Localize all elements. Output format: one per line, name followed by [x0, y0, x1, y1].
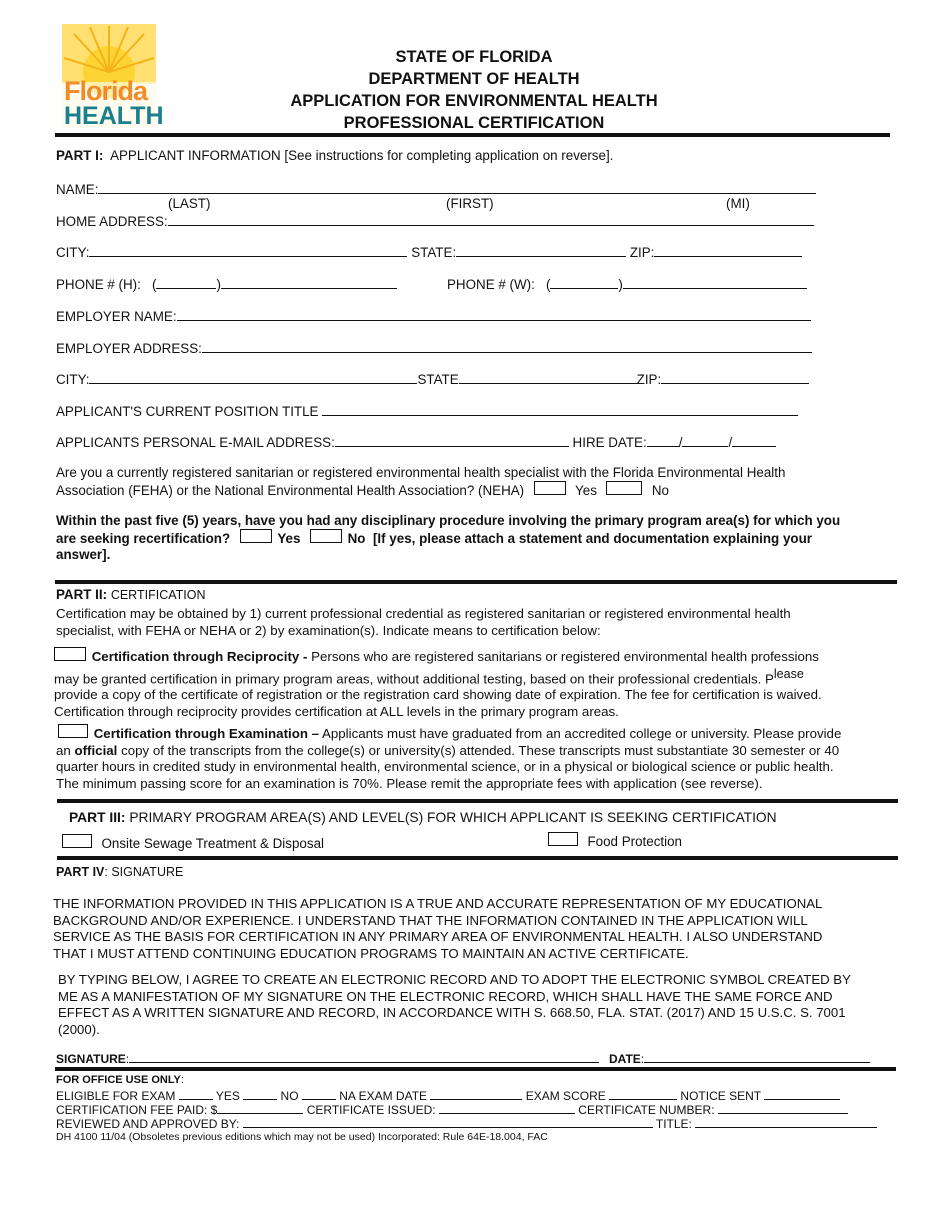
header-professional: PROFESSIONAL CERTIFICATION	[343, 114, 605, 132]
disciplinary-line2a: are seeking recertification?	[56, 531, 231, 546]
logo-word-health: HEALTH	[64, 102, 164, 130]
part2-intro	[56, 606, 896, 639]
esignature-line1: BY TYPING BELOW, I AGREE TO CREATE AN ELECTRONIC RECORD AND TO ADOPT THE ELECTRONIC SYMBOL CREATED BY	[58, 972, 851, 987]
part2-intro-line1: Certification may be obtained by 1) current professional credential as registered sanitarian or registered environmental health	[56, 606, 791, 621]
office-row3	[56, 1114, 877, 1131]
office-top-rule	[55, 1067, 896, 1071]
form-footer: DH 4100 11/04 (Obsoletes previous editions which may not be used) Incorporated: Rule 64E-18.004, FAC	[56, 1131, 548, 1143]
esignature-line3: EFFECT AS A WRITTEN SIGNATURE AND RECORD, IN ACCORDANCE WITH S. 668.50, FLA. STAT. (2017) AND 15 U.S.C. S. 7001	[58, 1005, 846, 1020]
phone-work-row: PHONE # (W): ( )	[447, 275, 807, 293]
eligible-no-label: NO	[280, 1089, 299, 1103]
position-title-field[interactable]	[322, 402, 798, 416]
employer-address-label: EMPLOYER ADDRESS:	[56, 341, 202, 356]
name-label: NAME:	[56, 182, 99, 197]
examination-line2a: an	[56, 742, 71, 758]
employer-name-label: EMPLOYER NAME:	[56, 309, 177, 324]
part1-title: APPLICANT INFORMATION [See instructions for completing application on reverse].	[110, 148, 614, 163]
reviewed-field[interactable]	[243, 1114, 653, 1128]
part3-heading	[69, 810, 777, 826]
esignature-line4: (2000).	[58, 1021, 100, 1037]
disciplinary-line2-row	[56, 529, 840, 547]
home-address-field[interactable]	[168, 212, 814, 226]
disciplinary-yes-checkbox[interactable]	[240, 529, 272, 543]
header-state: STATE OF FLORIDA	[395, 48, 553, 66]
disciplinary-yes-label: Yes	[277, 531, 301, 546]
state-label: STATE:	[411, 245, 457, 260]
esignature-line2: ME AS A MANIFESTATION OF MY SIGNATURE ON THE ELECTRONIC RECORD, WHICH SHALL HAVE THE SAME FORCE AND	[58, 988, 833, 1004]
cert-number-label: CERTIFICATE NUMBER:	[578, 1103, 715, 1117]
exam-score-field[interactable]	[609, 1086, 677, 1100]
examination-title: Certification through Examination –	[93, 726, 320, 741]
disciplinary-line2b: [If yes, please attach a statement and documentation explaining your	[372, 531, 812, 546]
na-exam-date-label: NA EXAM DATE	[339, 1089, 428, 1103]
email-row: APPLICANTS PERSONAL E-MAIL ADDRESS: HIRE DATE: / /	[56, 433, 776, 451]
employer-name-row	[56, 307, 811, 325]
header-department: DEPARTMENT OF HEALTH	[368, 70, 580, 88]
part4-statement-line1: THE INFORMATION PROVIDED IN THIS APPLICATION IS A TRUE AND ACCURATE REPRESENTATION OF MY EDUCATIONAL	[53, 896, 823, 911]
part4-statement-line3: SERVICE AS THE BASIS FOR CERTIFICATION IN ANY PRIMARY AREA OF ENVIRONMENTAL HEALTH. I ALSO UNDERSTAND	[53, 929, 823, 944]
signature-row: SIGNATURE:	[56, 1049, 599, 1066]
hire-date-month-field[interactable]	[647, 433, 679, 447]
reciprocity-line1-row	[54, 647, 900, 666]
email-label: APPLICANTS PERSONAL E-MAIL ADDRESS:	[56, 435, 335, 450]
name-last-caption: (LAST)	[168, 196, 211, 211]
disciplinary-no-checkbox[interactable]	[310, 529, 342, 543]
part4-title: : SIGNATURE	[104, 865, 184, 879]
cert-number-field[interactable]	[718, 1100, 848, 1114]
part3-title: PRIMARY PROGRAM AREA(S) AND LEVEL(S) FOR WHICH APPLICANT IS SEEKING CERTIFICATION	[129, 810, 777, 825]
phone-work-area-field[interactable]	[550, 275, 618, 289]
disciplinary-line3: answer].	[56, 547, 111, 562]
employer-city-label: CITY:	[56, 372, 90, 387]
date-row: DATE:	[609, 1049, 870, 1066]
form-header	[200, 46, 748, 134]
signature-label: SIGNATURE	[56, 1052, 126, 1066]
fee-paid-field[interactable]	[217, 1100, 303, 1114]
employer-city-field[interactable]	[89, 370, 417, 384]
eligible-yes-label: YES	[215, 1089, 240, 1103]
logo-word-florida: Florida	[64, 76, 148, 106]
city-row	[56, 243, 802, 261]
position-title-row	[56, 402, 798, 420]
date-label: DATE	[609, 1052, 641, 1066]
examination-option	[56, 724, 902, 792]
reciprocity-title: Certification through Reciprocity -	[91, 649, 308, 664]
office-use-title: FOR OFFICE USE ONLY:	[56, 1074, 184, 1086]
reciprocity-line2-row	[54, 666, 900, 688]
part4-heading	[56, 864, 183, 880]
registered-question	[56, 465, 785, 499]
zip-label: ZIP:	[629, 245, 655, 260]
registered-question-line2: Association (FEHA) or the National Environmental Health Association? (NEHA)	[56, 483, 525, 498]
employer-address-row	[56, 339, 812, 357]
reciprocity-line3: provide a copy of the certificate of registration or the registration card showing date of expiration. The fee for certification is waived.	[54, 687, 822, 703]
exam-score-label: EXAM SCORE	[525, 1089, 606, 1103]
food-protection-checkbox[interactable]	[548, 832, 578, 846]
registered-no-checkbox[interactable]	[606, 481, 642, 495]
part2-bottom-rule	[57, 799, 898, 803]
part1-bottom-rule	[55, 580, 897, 584]
registered-question-line2-row	[56, 481, 785, 499]
reciprocity-line2b: lease	[773, 666, 804, 681]
name-mi-caption: (MI)	[726, 196, 750, 211]
employer-state-field[interactable]	[459, 370, 637, 384]
city-label: CITY:	[56, 245, 90, 260]
employer-state-label: STATE	[417, 372, 459, 387]
header-rule	[55, 133, 890, 137]
exam-date-field[interactable]	[430, 1086, 522, 1100]
reciprocity-checkbox[interactable]	[54, 647, 86, 661]
eligible-yes-field[interactable]	[179, 1086, 213, 1100]
notice-sent-field[interactable]	[764, 1086, 840, 1100]
phone-home-row: PHONE # (H): ( )	[56, 275, 397, 293]
phone-work-field[interactable]	[623, 275, 807, 289]
part1-label: PART I:	[56, 148, 104, 163]
examination-checkbox[interactable]	[58, 724, 88, 738]
part2-label: PART II:	[56, 587, 108, 602]
onsite-sewage-label: Onsite Sewage Treatment & Disposal	[101, 836, 324, 851]
employer-city-row	[56, 370, 809, 388]
name-field[interactable]	[98, 180, 816, 194]
part2-intro-line2: specialist, with FEHA or NEHA or 2) by examination(s). Indicate means to certification below:	[56, 622, 601, 638]
registered-question-line1: Are you a currently registered sanitarian or registered environmental health specialist with the Florida Environmental Health	[56, 465, 786, 480]
zip-field[interactable]	[654, 243, 802, 257]
onsite-sewage-checkbox[interactable]	[62, 834, 92, 848]
email-field[interactable]	[335, 433, 569, 447]
employer-address-field[interactable]	[202, 339, 812, 353]
examination-line1-row	[56, 724, 902, 743]
disciplinary-no-label: No	[347, 531, 366, 546]
registered-yes-checkbox[interactable]	[534, 481, 566, 495]
title-field[interactable]	[695, 1114, 877, 1128]
fee-paid-label: CERTIFICATION FEE PAID: $	[56, 1103, 218, 1117]
part4-statement	[53, 896, 822, 962]
position-title-label: APPLICANT'S CURRENT POSITION TITLE	[56, 404, 319, 419]
city-field[interactable]	[89, 243, 407, 257]
phone-home-field[interactable]	[221, 275, 397, 289]
examination-line3: quarter hours in credited study in environmental health, environmental science, or in a physical or biological science or public health.	[56, 759, 834, 774]
part3-option-onsite	[60, 834, 324, 852]
eligible-no-field[interactable]	[243, 1086, 277, 1100]
eligible-na-field[interactable]	[302, 1086, 336, 1100]
reciprocity-option	[54, 647, 900, 720]
examination-line1: Applicants must have graduated from an accredited college or university. Please provide	[322, 726, 842, 741]
hire-date-day-field[interactable]	[682, 433, 728, 447]
registered-no-label: No	[651, 483, 669, 498]
disciplinary-line1: Within the past five (5) years, have you had any disciplinary procedure involving the primary program area(s) for which you	[56, 513, 841, 528]
home-address-row	[56, 212, 814, 230]
phone-home-label: PHONE # (H):	[56, 277, 141, 292]
cert-issued-label: CERTIFICATE ISSUED:	[306, 1103, 436, 1117]
examination-line4: The minimum passing score for an examination is 70%. Please remit the appropriate fees with application (see reverse).	[56, 775, 763, 791]
examination-line2c: copy of the transcripts from the college(s) or university(s) attended. These transcripts must substantiate 30 semester or 40	[121, 742, 840, 758]
part4-statement-line2: BACKGROUND AND/OR EXPERIENCE. I UNDERSTAND THAT THE INFORMATION CONTAINED IN THE APPLICATION WILL	[53, 912, 808, 928]
phone-home-area-field[interactable]	[156, 275, 216, 289]
home-address-label: HOME ADDRESS:	[56, 214, 168, 229]
florida-health-logo	[62, 24, 164, 130]
hire-date-label: HIRE DATE:	[572, 435, 647, 450]
examination-line2b: official	[74, 742, 118, 758]
signature-field[interactable]	[129, 1049, 599, 1063]
office-use-label: FOR OFFICE USE ONLY	[56, 1074, 181, 1086]
part3-bottom-rule	[57, 856, 898, 860]
employer-name-field[interactable]	[177, 307, 811, 321]
state-field[interactable]	[456, 243, 626, 257]
esignature-statement	[58, 972, 851, 1038]
food-protection-label: Food Protection	[587, 834, 682, 849]
reciprocity-line1: Persons who are registered sanitarians or registered environmental health professions	[311, 649, 819, 664]
part1-heading	[56, 148, 613, 164]
part3-option-food	[546, 832, 682, 850]
notice-sent-label: NOTICE SENT	[680, 1089, 761, 1103]
reciprocity-line2: may be granted certification in primary program areas, without additional testing, based on their professional credentials. P	[54, 670, 774, 686]
registered-yes-label: Yes	[575, 483, 597, 498]
employer-zip-label: ZIP:	[636, 372, 662, 387]
part3-label: PART III:	[69, 810, 126, 825]
name-first-caption: (FIRST)	[446, 196, 494, 211]
date-field[interactable]	[644, 1049, 870, 1063]
phone-work-label: PHONE # (W):	[447, 277, 535, 292]
examination-line2-row	[56, 743, 902, 760]
part2-title: CERTIFICATION	[110, 588, 206, 602]
part4-statement-line4: THAT I MUST ATTEND CONTINUING EDUCATION PROGRAMS TO MAINTAIN AN ACTIVE CERTIFICATE.	[53, 945, 689, 961]
part2-heading	[56, 587, 206, 603]
reciprocity-line4: Certification through reciprocity provides certification at ALL levels in the primary program areas.	[54, 703, 619, 719]
disciplinary-question	[56, 513, 840, 563]
eligible-label: ELIGIBLE FOR EXAM	[56, 1089, 176, 1103]
hire-date-year-field[interactable]	[732, 433, 776, 447]
title-label: TITLE:	[655, 1117, 692, 1131]
reviewed-label: REVIEWED AND APPROVED BY:	[56, 1117, 240, 1131]
header-application: APPLICATION FOR ENVIRONMENTAL HEALTH	[290, 92, 658, 110]
employer-zip-field[interactable]	[661, 370, 809, 384]
part4-label: PART IV	[56, 865, 105, 879]
cert-issued-field[interactable]	[439, 1100, 575, 1114]
